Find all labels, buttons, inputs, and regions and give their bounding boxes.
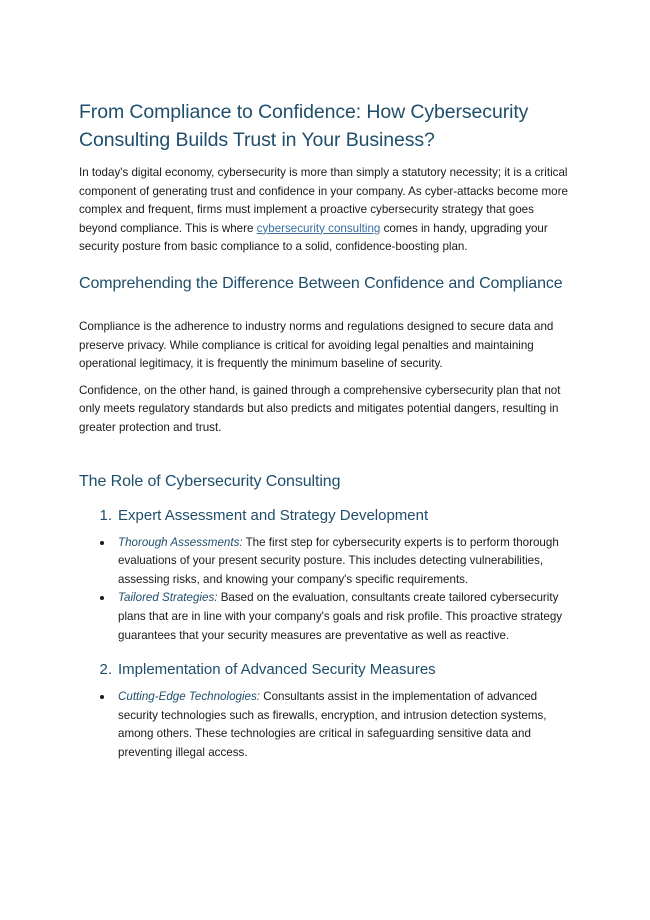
steps-list (79, 505, 574, 763)
bullet-list (79, 688, 574, 762)
step-item (79, 659, 574, 762)
step-title (79, 659, 574, 680)
intro-text-before-link: In today's digital economy, cybersecurity is more than simply a statutory necessity; it is a critical component of generating trust and confidence in your company. As cyber-attacks become more complex and frequent, firms must implement a proactive cybersecurity strategy that goes beyond compliance. This is where (79, 166, 568, 235)
bullet-list (79, 534, 574, 646)
confidence-paragraph: Confidence, on the other hand, is gained through a comprehensive cybersecurity plan that not only meets regulatory standards but also predicts and mitigates potential dangers, resulting in greater protection and trust. (79, 383, 561, 434)
step-number: 2. (99, 661, 112, 679)
compliance-paragraph: Compliance is the adherence to industry norms and regulations designed to secure data and preserve privacy. While compliance is critical for avoiding legal penalties and maintaining operational legitimacy, it is frequently the minimum baseline of security. (79, 319, 554, 371)
document-title: From Compliance to Confidence: How Cybersecurity Consulting Builds Trust in Your Business? (79, 101, 529, 151)
step-number: 1. (99, 506, 112, 524)
bullet-item (79, 589, 574, 645)
step-title (79, 505, 574, 526)
step-title-text: Implementation of Advanced Security Measures (118, 661, 436, 679)
bullet-text: Based on the evaluation, consultants create tailored cybersecurity plans that are in line with your company's goals and risk profile. This proactive strategy guarantees that your security measures are preventative as well as reactive. (118, 591, 563, 642)
bullet-term: Cutting-Edge Technologies: (118, 690, 261, 704)
intro-paragraph (79, 164, 574, 257)
bullet-term: Tailored Strategies: (118, 591, 218, 605)
bullet-term: Thorough Assessments: (118, 535, 243, 549)
bullet-text: The first step for cybersecurity experts is to perform thorough evaluations of your present security posture. This includes detecting vulnerabilities, assessing risks, and knowing your company's specific requirements. (118, 535, 559, 586)
bullet-item (79, 534, 574, 590)
section-heading-role: The Role of Cybersecurity Consulting (79, 472, 341, 490)
intro-text-after-link: comes in handy, upgrading your security posture from basic compliance to a solid, confidence-boosting plan. (79, 221, 548, 254)
cybersecurity-consulting-link[interactable]: cybersecurity consulting (256, 221, 381, 235)
bullet-item (79, 688, 574, 762)
document-page (79, 98, 574, 762)
section-heading-difference: Comprehending the Difference Between Confidence and Compliance (79, 274, 563, 292)
step-item (79, 505, 574, 646)
bullet-text: Consultants assist in the implementation of advanced security technologies such as firewalls, encryption, and intrusion detection systems, among others. These technologies are critical in safeguarding sensitive data and preventing illegal access. (118, 690, 547, 759)
step-title-text: Expert Assessment and Strategy Development (118, 506, 429, 524)
